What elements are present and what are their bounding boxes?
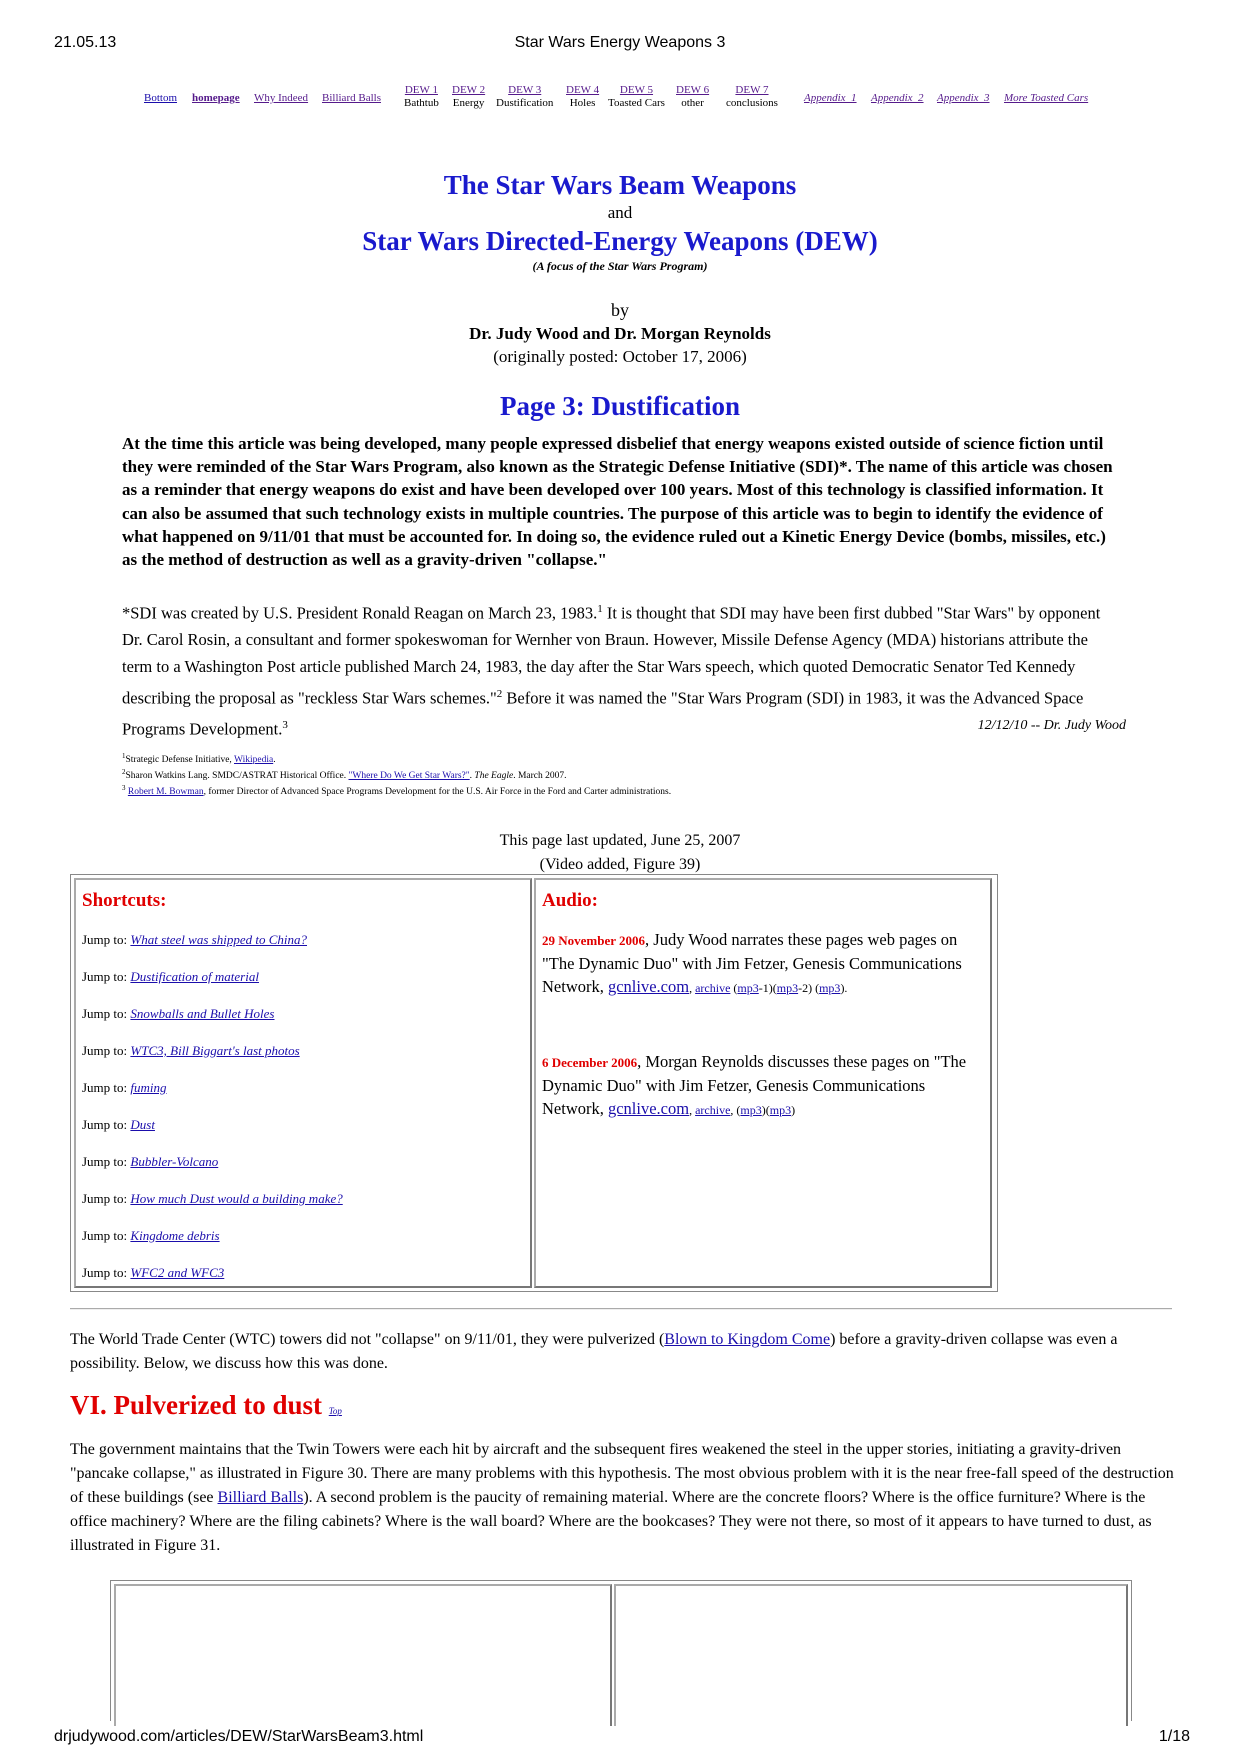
audio-cell xyxy=(534,878,992,1288)
horizontal-rule xyxy=(70,1308,1172,1310)
nav-dew-7[interactable] xyxy=(726,84,778,110)
mp3-1a-suffix: -1) xyxy=(758,981,773,995)
archive-link-2[interactable]: archive xyxy=(695,1103,731,1117)
footnote-1 xyxy=(122,752,276,765)
shortcut-item xyxy=(82,1154,218,1170)
shortcuts-audio-table xyxy=(70,874,998,1292)
sdi-text-2: It is thought that SDI may have been first dubbed "Star Wars" by opponent Dr. Carol Rosin, a consultant and former spokeswoman for Wernher von Braun. However, Missile Defense Agency (MDA) historians attribute the term to a Washington Post article published March 24, 1983, the day after the Star Wars speech, which quoted Democratic Senator Ted Kennedy describing the proposal as "reckless Star Wars schemes." xyxy=(122,603,1101,708)
nav-dew-3-sub: Dustification xyxy=(496,97,554,109)
print-page-number: 1/18 xyxy=(1158,1728,1190,1745)
mp3-link-1b[interactable]: mp3 xyxy=(776,981,799,995)
nav-dew-2[interactable] xyxy=(452,84,485,110)
shortcut-item xyxy=(82,1006,275,1022)
audio-1-text: , Judy Wood narrates these pages web pages on xyxy=(645,930,958,949)
jump-to-label: Jump to: xyxy=(82,1080,131,1095)
shortcuts-cell xyxy=(74,878,532,1288)
mp3-link-1c[interactable]: mp3 xyxy=(819,981,841,995)
audio-entry-1: 29 November 2006, Judy Wood narrates these pages web pages on "The Dynamic Duo" with Jim Fetzer, Genesis Communications Network, gcnlive.com, archive (mp3-1)(mp3-2) (mp3). xyxy=(542,930,962,996)
shortcut-link-fuming[interactable]: fuming xyxy=(130,1080,167,1095)
figure-cell-left xyxy=(114,1584,612,1726)
last-updated-date: This page last updated, June 25, 2007 xyxy=(499,832,741,849)
star-wars-article-link[interactable]: "Where Do We Get Star Wars?" xyxy=(348,771,470,782)
footnote-ref-3: 3 xyxy=(282,719,288,732)
posted-date: (originally posted: October 17, 2006) xyxy=(493,347,747,366)
footnote-3-text: , former Director of Advanced Space Programs Development for the U.S. Air Force in the Ford and Carter administrations. xyxy=(203,787,672,798)
nav-dew-6-sub: other xyxy=(681,97,704,109)
shortcut-link-dust[interactable]: Dust xyxy=(130,1117,155,1132)
blown-to-kingdom-come-link[interactable]: Blown to Kingdom Come xyxy=(664,1331,831,1348)
footnote-1-num: 1 xyxy=(122,752,126,760)
jump-to-label: Jump to: xyxy=(82,1265,131,1280)
article-subtitle: (A focus of the Star Wars Program) xyxy=(532,259,708,273)
nav-dew-6[interactable] xyxy=(676,84,709,110)
audio-1-text2: "The Dynamic Duo" with Jim Fetzer, Genesis Communications Network, xyxy=(542,954,962,996)
title-and: and xyxy=(607,203,633,222)
nav-bottom-link[interactable]: Bottom xyxy=(144,92,178,104)
sdi-text-1: *SDI was created by U.S. President Ronald Reagan on March 23, 1983. xyxy=(122,603,598,623)
footnote-2 xyxy=(122,768,567,781)
nav-more-toasted-cars-link[interactable]: More Toasted Cars xyxy=(1004,92,1089,104)
nav-dew-2-label[interactable]: DEW 2 xyxy=(452,84,486,96)
shortcut-link-bubbler[interactable]: Bubbler-Volcano xyxy=(130,1154,219,1169)
audio-2-date: 6 December 2006 xyxy=(542,1055,638,1070)
nav-dew-7-sub: conclusions xyxy=(726,97,778,109)
authors: Dr. Judy Wood and Dr. Morgan Reynolds xyxy=(469,324,771,343)
print-date: 21.05.13 xyxy=(54,34,117,51)
billiard-balls-link[interactable]: Billiard Balls xyxy=(217,1489,304,1506)
jump-to-label: Jump to: xyxy=(82,1117,131,1132)
nav-dew-4-label[interactable]: DEW 4 xyxy=(566,84,600,96)
audio-heading: Audio: xyxy=(542,890,598,911)
shortcut-link-dustification[interactable]: Dustification of material xyxy=(130,969,259,984)
shortcut-item xyxy=(82,1191,343,1207)
audio-2-text: , Morgan Reynolds discusses these pages on "The Dynamic Duo" with Jim Fetzer, Genesis Communications Network, xyxy=(542,1052,967,1118)
jump-to-label: Jump to: xyxy=(82,932,131,947)
section-title: VI. Pulverized to dust xyxy=(70,1390,322,1420)
archive-link-1[interactable]: archive xyxy=(695,981,731,995)
shortcut-link-wfc2-wfc3[interactable]: WFC2 and WFC3 xyxy=(130,1265,225,1280)
sdi-text-3: Before it was named the "Star Wars Program (SDI) in 1983, it was the Advanced Space Programs Development. xyxy=(122,688,1084,739)
wtc-text-1: The World Trade Center (WTC) towers did not "collapse" on 9/11/01, they were pulverized ( xyxy=(70,1331,665,1348)
jump-to-label: Jump to: xyxy=(82,1191,131,1206)
shortcut-link-steel-china[interactable]: What steel was shipped to China? xyxy=(130,932,307,947)
shortcut-item xyxy=(82,1265,224,1281)
footnote-2-mid: . xyxy=(469,771,475,782)
shortcut-link-wtc3[interactable]: WTC3, Bill Biggart's last photos xyxy=(130,1043,300,1058)
nav-dew-3-label[interactable]: DEW 3 xyxy=(508,84,542,96)
footnote-3-num: 3 xyxy=(122,784,126,792)
nav-homepage-link[interactable]: homepage xyxy=(192,92,240,104)
nav-dew-5[interactable] xyxy=(608,84,665,110)
gcnlive-link-1[interactable]: gcnlive.com xyxy=(607,977,690,996)
footnote-1-end: . xyxy=(273,755,276,766)
nav-dew-6-label[interactable]: DEW 6 xyxy=(676,84,710,96)
nav-appendix-2-link[interactable]: Appendix_2 xyxy=(871,92,924,104)
shortcut-link-snowballs[interactable]: Snowballs and Bullet Holes xyxy=(130,1006,275,1021)
byline: by xyxy=(611,300,629,320)
footnote-3 xyxy=(122,784,671,797)
nav-why-indeed-link[interactable]: Why Indeed xyxy=(254,92,309,104)
mp3-link-2b[interactable]: mp3 xyxy=(769,1103,792,1117)
audio-1-date: 29 November 2006 xyxy=(542,933,646,948)
jump-to-label: Jump to: xyxy=(82,1228,131,1243)
shortcut-item xyxy=(82,969,259,985)
wtc-text-2: ) before a gravity-driven collapse was even a possibility. Below, we discuss how this was done. xyxy=(70,1331,1118,1372)
nav-dew-1[interactable] xyxy=(404,84,439,110)
last-updated xyxy=(0,829,1240,877)
video-added-note: (Video added, Figure 39) xyxy=(539,856,701,873)
shortcut-item xyxy=(82,1043,300,1059)
shortcut-link-kingdome[interactable]: Kingdome debris xyxy=(130,1228,220,1243)
mp3-1b-suffix: -2) xyxy=(798,981,813,995)
footnote-2-num: 2 xyxy=(122,768,126,776)
pulverized-text-1: The government maintains that the Twin Towers were each hit by aircraft and the subsequent fires weakened the steel in the upper stories, initiating a gravity-driven "pancake collapse," as illustrated in Figure 30. There are many problems with this hypothesis. The most obvious problem with it is the near free-fall speed of the destruction of these buildings (see xyxy=(70,1441,1174,1506)
nav-dew-4-sub: Holes xyxy=(569,97,596,109)
footnote-ref-2: 2 xyxy=(496,687,503,700)
nav-appendix-1-link[interactable]: Appendix_1 xyxy=(804,92,857,104)
shortcut-link-how-much-dust[interactable]: How much Dust would a building make? xyxy=(130,1191,343,1206)
shortcuts-heading: Shortcuts: xyxy=(82,890,167,911)
intro-paragraph: At the time this article was being developed, many people expressed disbelief that energy weapons existed outside of science fiction until they were reminded of the Star Wars Program, also known as the Strategic Defense Initiative (SDI)*. The name of this article was chosen as a reminder that energy weapons do exist and have been developed over 100 years. Most of this technology is classified information. It can also be assumed that such technology exists in multiple countries. The purpose of this article was to begin to identify the evidence of what happened on 9/11/01 that must be accounted for. In doing so, the evidence ruled out a Kinetic Energy Device (bombs, missiles, etc.) as the method of destruction as well as a gravity-driven "collapse." xyxy=(122,434,1113,570)
nav-appendix-3-link[interactable]: Appendix_3 xyxy=(937,92,990,104)
sdi-paragraph xyxy=(122,596,1122,743)
nav-dew-3[interactable] xyxy=(496,84,553,110)
shortcut-item xyxy=(82,1080,167,1096)
footnote-ref-1: 1 xyxy=(597,603,603,615)
shortcut-item xyxy=(82,932,307,948)
robert-bowman-link[interactable]: Robert M. Bowman xyxy=(127,787,204,798)
mp3-link-1a[interactable]: mp3 xyxy=(737,981,759,995)
nav-dew-7-label[interactable]: DEW 7 xyxy=(735,84,769,96)
wtc-paragraph xyxy=(70,1328,1180,1376)
top-link[interactable]: Top xyxy=(328,1406,342,1416)
jump-to-label: Jump to: xyxy=(82,1154,131,1169)
footnote-2-journal: The Eagle xyxy=(474,771,514,782)
footnote-2-end: . March 2007. xyxy=(513,771,567,782)
article-title-block xyxy=(0,170,1240,201)
print-url: drjudywood.com/articles/DEW/StarWarsBeam3.html xyxy=(54,1728,424,1745)
mp3-link-2a[interactable]: mp3 xyxy=(740,1103,762,1117)
pulverized-paragraph xyxy=(70,1438,1180,1558)
footnote-1-text: Strategic Defense Initiative, xyxy=(125,755,235,766)
nav-dew-5-label[interactable]: DEW 5 xyxy=(619,84,654,96)
signature: 12/12/10 -- Dr. Judy Wood xyxy=(977,718,1126,733)
nav-dew-1-sub: Bathtub xyxy=(404,97,439,109)
jump-to-label: Jump to: xyxy=(82,1043,131,1058)
nav-billiard-balls-link[interactable]: Billiard Balls xyxy=(322,92,381,104)
nav-dew-1-label[interactable]: DEW 1 xyxy=(404,84,438,96)
shortcut-item xyxy=(82,1228,220,1244)
wikipedia-link[interactable]: Wikipedia xyxy=(234,755,274,766)
gcnlive-link-2[interactable]: gcnlive.com xyxy=(607,1099,690,1118)
audio-entry-2: 6 December 2006, Morgan Reynolds discusses these pages on "The Dynamic Duo" with Jim Fetzer, Genesis Communications Network, gcnlive.com, archive, (mp3)(mp3) xyxy=(542,1052,967,1118)
nav-dew-5-sub: Toasted Cars xyxy=(608,97,665,109)
footnote-2-text: Sharon Watkins Lang. SMDC/ASTRAT Historical Office. xyxy=(125,771,349,782)
jump-to-label: Jump to: xyxy=(82,969,131,984)
print-title: Star Wars Energy Weapons 3 xyxy=(514,34,726,51)
figure-cell-right xyxy=(614,1584,1128,1726)
article-title-2: Star Wars Directed-Energy Weapons (DEW) xyxy=(362,226,878,256)
figure-table xyxy=(110,1580,1132,1721)
shortcut-item xyxy=(82,1117,155,1133)
nav-dew-4[interactable] xyxy=(566,84,599,110)
article-title-1: The Star Wars Beam Weapons xyxy=(443,170,797,200)
section-heading xyxy=(70,1390,342,1421)
nav-dew-2-sub: Energy xyxy=(452,97,485,109)
page-title: Page 3: Dustification xyxy=(500,391,740,421)
pulverized-text-2: ). A second problem is the paucity of remaining material. Where are the concrete floors? Where is the office furniture? Where is the office machinery? Where are the filing cabinets? Where is the wall board? Where are the bookcases? They were not there, so most of it appears to have turned to dust, as illustrated in Figure 31. xyxy=(70,1489,1152,1554)
jump-to-label: Jump to: xyxy=(82,1006,131,1021)
